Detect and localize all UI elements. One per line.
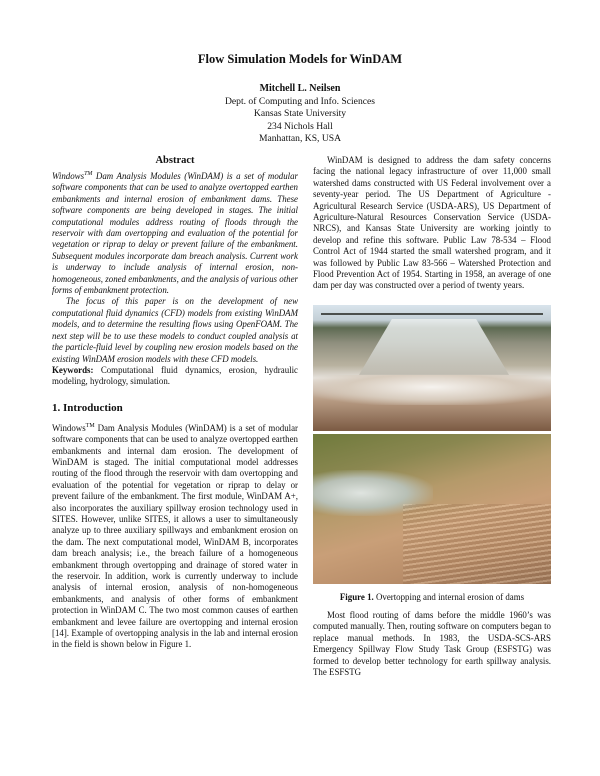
intro-windows-word: Windows — [52, 422, 86, 433]
intro-text: Dam Analysis Modules (WinDAM) is a set of modular software components that can be used to analyze overtopped earthen embankments and internal dam erosion. The development of WinDAM is staged. The initial computational model addresses routing of the flood through the reservoir with dam overtopping and evaluation of the potential for vegetation or riprap to delay or prevent failure of the embankment. The first module, WinDAM A+, also incorporates the auxiliary spillway erosion technology used in SITES. However, unlike SITES, it allows a user to simultaneously analyze up to three auxiliary spillways and embankment erosion on the dam. The next computational model, WinDAM B, incorporates dam breach analysis; i.e., the breach failure of a homogeneous embankment through overtopping and drainage of stored water in the reservoir. In addition, work is currently underway to include analysis of internal erosion, analysis of non-homogeneous embankments, and analysis of other forms of embankment protection in WinDAM C. The two most common causes of earthen embankment and levee failure are overtopping and internal erosion [14]. Example of overtopping analysis in the lab and internal erosion in the field is shown below in Figure 1. — [52, 422, 298, 650]
paper-title: Flow Simulation Models for WinDAM — [197, 52, 403, 66]
left-column — [52, 155, 298, 651]
figure-overtopping-photo — [313, 305, 551, 431]
keywords — [52, 365, 298, 388]
abstract-text-1: Dam Analysis Modules (WinDAM) is a set of modular software components that can be used to analyze overtopped earthen embankments and internal erosion of embankment dams. These software components are being developed in stages. The initial computational modules address routing of floods through the reservoir with dam overtopping and evaluation of the potential for vegetation or riprap to delay or prevent failure of the embankment. Subsequent modules incorporate dam breach analysis. Current work is underway to include analysis of internal erosion, non-homogeneous, zoned embankments, and the analysis of various other forms of embankment protection. — [52, 171, 298, 296]
abstract-heading: Abstract — [155, 155, 195, 166]
author-dept: Dept. of Computing and Info. Sciences — [224, 95, 375, 107]
author-name: Mitchell L. Neilsen — [259, 83, 341, 94]
figure-label: Figure 1. — [339, 591, 374, 602]
photo-foam — [313, 375, 551, 405]
trademark-mark: TM — [84, 171, 93, 178]
author-city: Manhattan, KS, USA — [258, 133, 342, 144]
keywords-label: Keywords: — [52, 364, 94, 375]
right-paragraph-1: WinDAM is designed to address the dam safety concerns facing the national legacy infrastructure of over 11,000 small watershed dams constructed with US Federal involvement over a seventy-year period. The US Department of Agriculture -Agricultural Research Service (USDA-ARS), US Department of Agriculture-Natural Resources Conservation Service (USDA-NRCS), and Kansas State University are working jointly to develop and refine this software. Public Law 78-534 – Flood Control Act of 1944 started the small watershed program, and it was followed by Public Law 83-566 – Watershed Protection and Flood Prevention Act of 1954. Starting in 1958, an average of one dam per day was constructed over a period of twenty years. — [313, 155, 551, 291]
author-block — [0, 83, 600, 146]
abstract-windows-word: Windows — [52, 171, 85, 181]
photo-rail — [321, 313, 543, 315]
intro-paragraph — [52, 423, 298, 651]
trademark-mark: TM — [85, 422, 95, 429]
abstract-paragraph-1 — [52, 171, 298, 296]
figure-caption — [313, 592, 551, 602]
right-paragraph-2: Most flood routing of dams before the middle 1960’s was computed manually. Then, routing software on computers began to replace manual methods. In 1983, the USDA-SCS-ARS Emergency Spillway Flow Study Task Group (ESFSTG) was formed to develop better technology for earth spillway analysis. The ESFSTG — [313, 609, 551, 677]
photo-sediment — [403, 504, 551, 584]
abstract-paragraph-2: The focus of this paper is on the development of new computational fluid dynamics (CFD) models from existing WinDAM models, and to determine the resulting flows using OpenFOAM. The next step will be to use these models to conduct coupled analysis at the particle-fluid level by coupling new erosion models based on the existing WinDAM erosion models with these CFD models. — [52, 296, 298, 364]
keywords-text: Computational fluid dynamics, erosion, hydraulic modeling, hydrology, simulation. — [52, 364, 298, 387]
author-address: 234 Nichols Hall — [267, 120, 333, 132]
right-column — [313, 155, 551, 678]
photo-spillway — [359, 319, 509, 375]
figure-erosion-photo — [313, 434, 551, 584]
intro-heading: 1. Introduction — [52, 401, 123, 414]
figure-caption-text: Overtopping and internal erosion of dams — [373, 591, 525, 602]
author-university: Kansas State University — [253, 108, 347, 119]
